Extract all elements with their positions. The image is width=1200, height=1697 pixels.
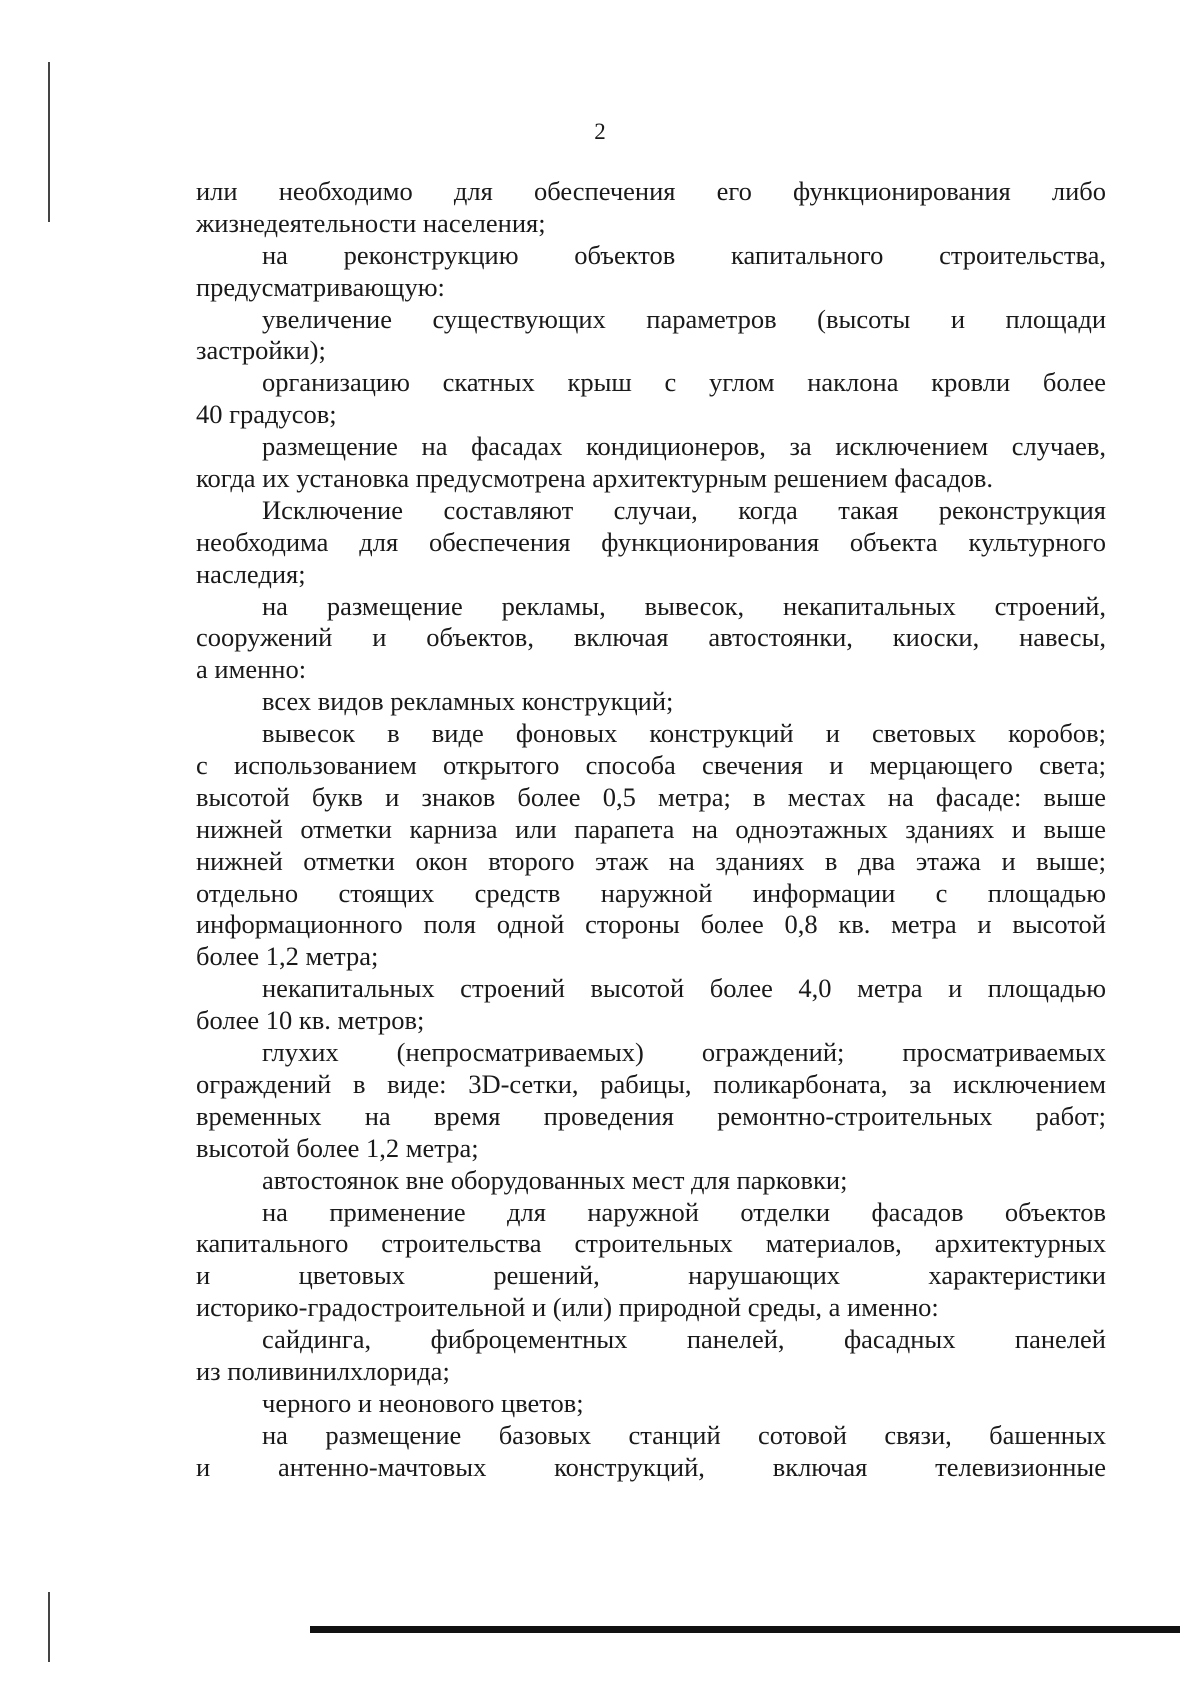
text-line: нижней отметки окон второго этаж на зданиях в два этажа и выше;	[196, 845, 1106, 876]
page-number: 2	[594, 119, 606, 144]
text-line: сайдинга, фиброцементных панелей, фасадных панелей	[262, 1324, 1106, 1355]
text-line: увеличение существующих параметров (высоты и площади	[262, 303, 1106, 334]
text-line: нижней отметки карниза или парапета на одноэтажных зданиях и выше	[196, 813, 1106, 844]
left-margin-mark-bottom	[48, 1592, 50, 1662]
text-line: и антенно-мачтовых конструкций, включая телевизионные	[196, 1451, 1106, 1482]
text-line: а именно:	[196, 654, 307, 685]
text-line: капитального строительства строительных материалов, архитектурных	[196, 1228, 1106, 1259]
text-line: некапитальных строений высотой более 4,0 метра и площадью	[262, 973, 1106, 1004]
text-line: глухих (непросматриваемых) ограждений; просматриваемых	[262, 1037, 1106, 1068]
text-line: жизнедеятельности населения;	[196, 207, 546, 238]
text-line: или необходимо для обеспечения его функционирования либо	[196, 176, 1106, 206]
text-line: на размещение рекламы, вывесок, некапитальных строений,	[262, 590, 1106, 621]
text-line: ограждений в виде: 3D-сетки, рабицы, поликарбоната, за исключением	[196, 1068, 1106, 1099]
text-line: более 10 кв. метров;	[196, 1005, 425, 1036]
document-body	[196, 176, 1106, 1484]
text-line: из поливинилхлорида;	[196, 1355, 450, 1386]
text-line: историко-градостроительной и (или) природной среды, а именно:	[196, 1292, 939, 1323]
text-line: Исключение составляют случаи, когда такая реконструкция	[262, 494, 1106, 525]
text-line: более 1,2 метра;	[196, 941, 379, 972]
text-line: 40 градусов;	[196, 399, 337, 430]
text-line: информационного поля одной стороны более 0,8 кв. метра и высотой	[196, 909, 1106, 940]
text-line: временных на время проведения ремонтно-строительных работ;	[196, 1100, 1106, 1131]
text-line: когда их установка предусмотрена архитектурным решением фасадов.	[196, 463, 994, 494]
text-line: отдельно стоящих средств наружной информации с площадью	[196, 877, 1106, 908]
text-line: и цветовых решений, нарушающих характеристики	[196, 1260, 1106, 1291]
text-line: автостоянок вне оборудованных мест для парковки;	[262, 1164, 848, 1195]
text-line: предусматривающую:	[196, 271, 445, 302]
text-line: наследия;	[196, 558, 306, 589]
text-line: с использованием открытого способа свечения и мерцающего света;	[196, 750, 1106, 781]
text-line: всех видов рекламных конструкций;	[262, 686, 674, 717]
text-line: высотой более 1,2 метра;	[196, 1132, 479, 1163]
text-line: высотой букв и знаков более 0,5 метра; в местах на фасаде: выше	[196, 781, 1106, 812]
text-line: на размещение базовых станций сотовой связи, башенных	[262, 1419, 1106, 1450]
text-line: застройки);	[196, 335, 326, 366]
text-line: на реконструкцию объектов капитального строительства,	[262, 239, 1106, 270]
text-line: на применение для наружной отделки фасадов объектов	[262, 1196, 1106, 1227]
text-line: черного и неонового цветов;	[262, 1387, 584, 1418]
text-line: необходима для обеспечения функционирования объекта культурного	[196, 526, 1106, 557]
text-line: размещение на фасадах кондиционеров, за исключением случаев,	[262, 431, 1106, 462]
text-line: вывесок в виде фоновых конструкций и световых коробов;	[262, 718, 1106, 749]
text-line: сооружений и объектов, включая автостоянки, киоски, навесы,	[196, 622, 1106, 653]
text-line: организацию скатных крыш с углом наклона кровли более	[262, 367, 1106, 398]
bottom-rule	[310, 1626, 1180, 1633]
